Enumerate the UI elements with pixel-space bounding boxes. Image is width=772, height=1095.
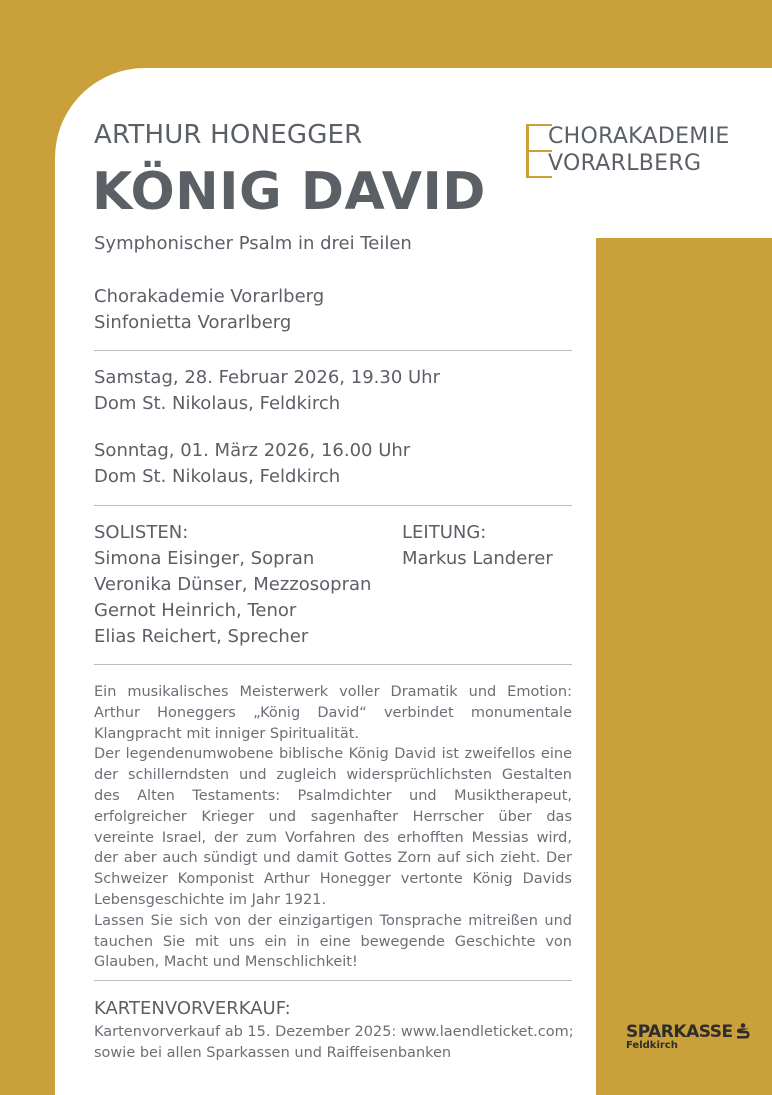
description-paragraph-3: Lassen Sie sich von der einzigartigen Tonsprache mitreißen und tauchen Sie mit uns ein in eine bewegende Geschichte von Glauben, Macht und Menschlichkeit! xyxy=(94,912,572,971)
soloist-3: Gernot Heinrich, Tenor xyxy=(94,600,297,621)
description-paragraph-2: Der legendenumwobene biblische König David ist zweifellos eine der schillerndsten und zugleich widersprüchlichsten Gestalten des Alten Testaments: Psalmdichter und Musiktherapeut, erfolgreicher Krieger und sagenhafter Herrscher über das vereinte Israel, der zum Vorfahren des erhofften Messias wird, der aber auch sündigt und damit Gottes Zorn auf sich zieht. Der Schweizer Komponist Arthur Honegger vertonte König Davids Lebensgeschichte im Jahr 1921. xyxy=(94,746,572,908)
description-paragraph-1: Ein musikalisches Meisterwerk voller Dramatik und Emotion: Arthur Honeggers „König David“ verbindet monumentale Klangpracht mit inniger Spiritualität. xyxy=(94,684,572,742)
conductor-heading: LEITUNG: xyxy=(402,522,487,543)
soloist-2: Veronika Dünser, Mezzosopran xyxy=(94,574,372,595)
performance-1-venue: Dom St. Nikolaus, Feldkirch xyxy=(94,393,341,414)
logo-line-2: VORARLBERG xyxy=(548,151,702,176)
ensemble-1: Chorakademie Vorarlberg xyxy=(94,286,325,307)
sponsor-name: SPARKASSE xyxy=(626,1022,733,1042)
divider xyxy=(94,505,572,506)
sponsor-place: Feldkirch xyxy=(626,1040,678,1051)
logo-line-1: CHORAKADEMIE xyxy=(548,124,730,149)
ensemble-2: Sinfonietta Vorarlberg xyxy=(94,312,292,333)
logo-bar-bottom xyxy=(526,176,552,178)
divider xyxy=(94,350,572,351)
conductor-name: Markus Landerer xyxy=(402,548,553,569)
tickets-heading: KARTENVORVERKAUF: xyxy=(94,998,291,1019)
description xyxy=(94,682,572,973)
chorakademie-logo xyxy=(526,122,748,180)
sparkasse-logo xyxy=(626,1022,751,1051)
tickets-line-1: Kartenvorverkauf ab 15. Dezember 2025: www.laendleticket.com; xyxy=(94,1024,574,1040)
performance-2-venue: Dom St. Nikolaus, Feldkirch xyxy=(94,466,341,487)
performance-2-date: Sonntag, 01. März 2026, 16.00 Uhr xyxy=(94,440,411,461)
soloist-1: Simona Eisinger, Sopran xyxy=(94,548,315,569)
tickets-line-2: sowie bei allen Sparkassen und Raiffeisenbanken xyxy=(94,1045,452,1061)
performance-1-date: Samstag, 28. Februar 2026, 19.30 Uhr xyxy=(94,367,440,388)
composer-name: ARTHUR HONEGGER xyxy=(94,120,363,150)
sparkasse-s-icon xyxy=(735,1023,751,1039)
gold-column xyxy=(596,238,772,1095)
soloist-4: Elias Reichert, Sprecher xyxy=(94,626,309,647)
subtitle: Symphonischer Psalm in drei Teilen xyxy=(94,233,412,254)
page-title: KÖNIG DAVID xyxy=(92,162,486,222)
soloists-heading: SOLISTEN: xyxy=(94,522,189,543)
divider xyxy=(94,980,572,981)
divider xyxy=(94,664,572,665)
